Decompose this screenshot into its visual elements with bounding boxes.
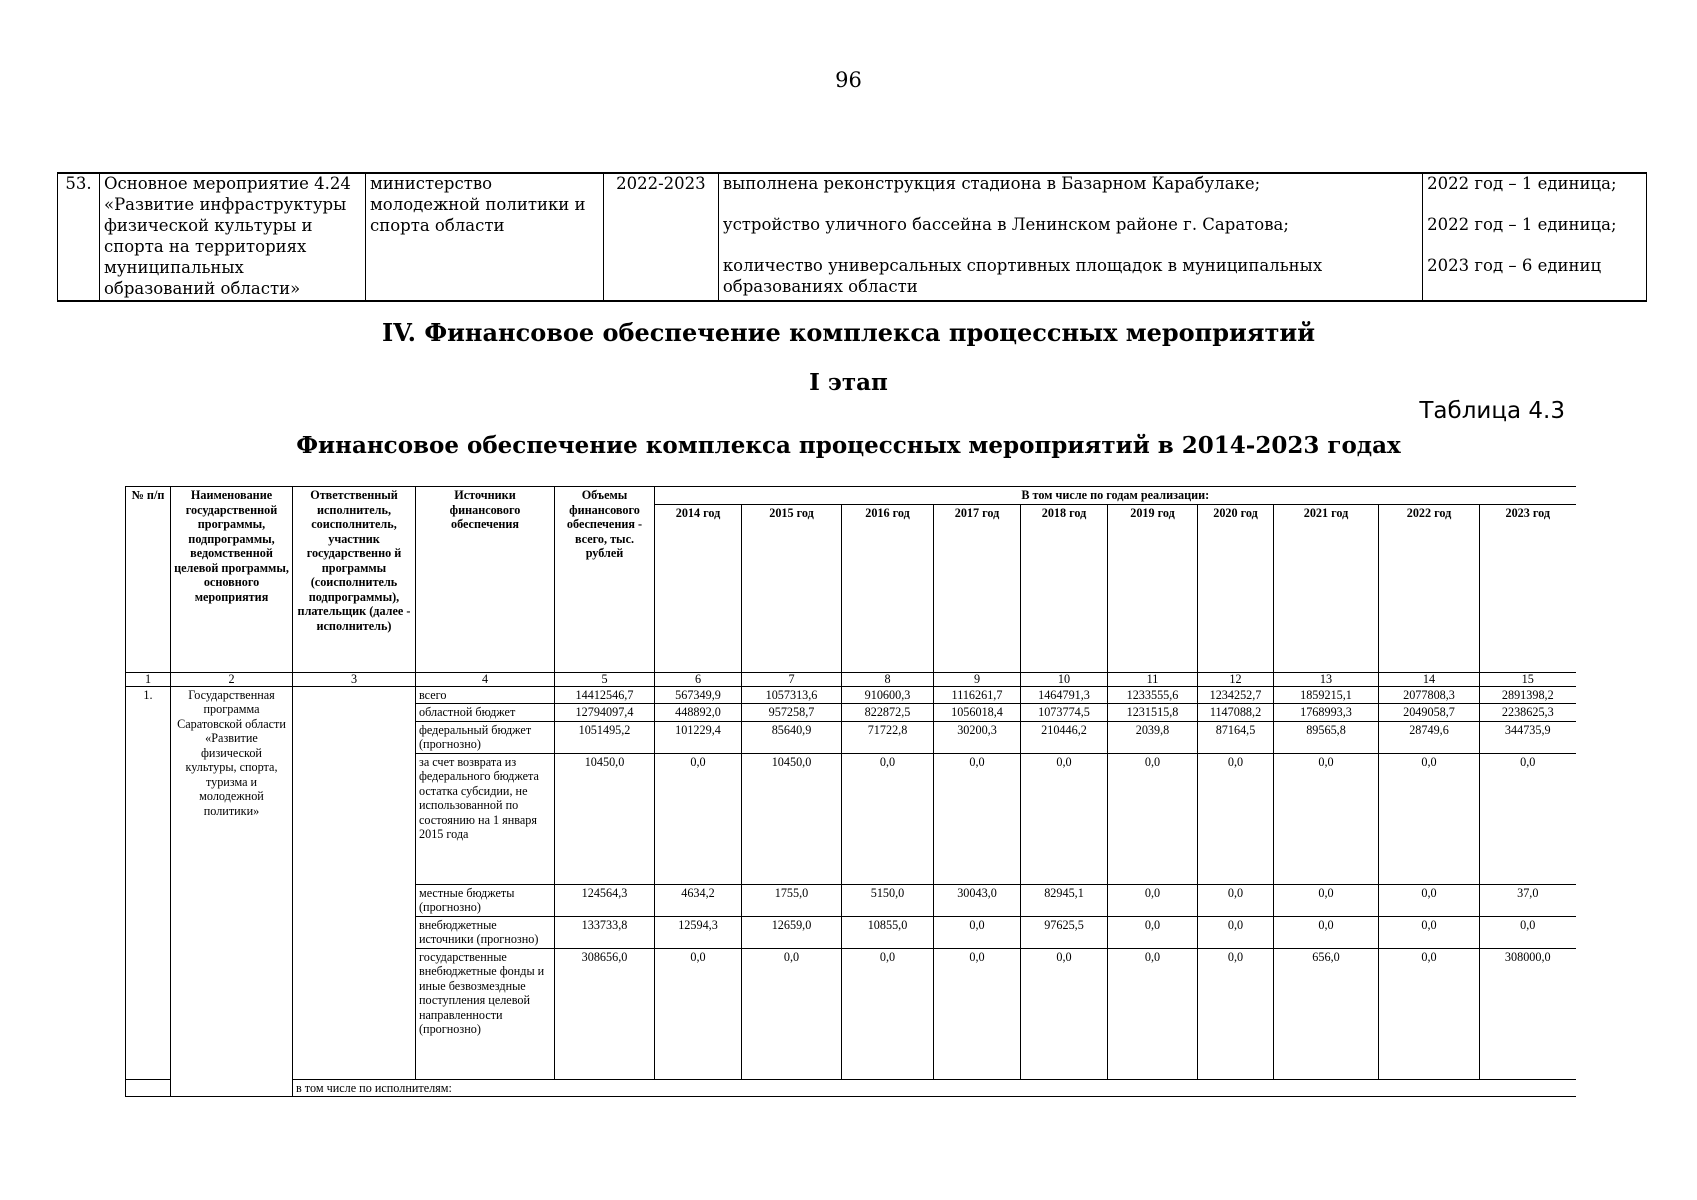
total-cell: 133733,8 [555,916,655,948]
source-cell: всего [416,686,555,704]
value-cell: 0,0 [1274,753,1379,884]
header-year: 2022 год [1379,504,1480,672]
value-cell: 0,0 [934,948,1021,1079]
value-cell: 0,0 [934,753,1021,884]
value-cell: 4634,2 [655,884,742,916]
header-year: 2023 год [1480,504,1576,672]
value-cell: 567349,9 [655,686,742,704]
row-number-empty [126,1079,171,1097]
header-year: 2016 год [842,504,934,672]
header-year: 2020 год [1198,504,1274,672]
value-cell: 0,0 [1480,753,1576,884]
column-number: 2 [171,672,293,686]
period: 2022-2023 [603,173,718,301]
value-cell: 2238625,3 [1480,704,1576,722]
value-cell: 1233555,6 [1108,686,1198,704]
program-executor [293,686,416,1079]
header-year: 2014 год [655,504,742,672]
value-cell: 0,0 [1108,884,1198,916]
value-cell: 0,0 [1108,916,1198,948]
total-cell: 1051495,2 [555,721,655,753]
column-number: 8 [842,672,934,686]
header-year: 2019 год [1108,504,1198,672]
value-cell: 10855,0 [842,916,934,948]
value-cell: 0,0 [1198,948,1274,1079]
total-cell: 308656,0 [555,948,655,1079]
value-cell: 0,0 [842,753,934,884]
row-number: 53. [58,173,100,301]
value-cell: 82945,1 [1021,884,1108,916]
value-cell: 0,0 [1198,916,1274,948]
value-cell: 89565,8 [1274,721,1379,753]
value-cell: 2891398,2 [1480,686,1576,704]
total-cell: 12794097,4 [555,704,655,722]
column-number: 11 [1108,672,1198,686]
table-row [58,173,1647,301]
table-title: Финансовое обеспечение комплекса процессных мероприятий в 2014-2023 годах [296,432,1401,459]
value-cell: 1073774,5 [1021,704,1108,722]
value-cell: 0,0 [655,948,742,1079]
value-cell: 0,0 [742,948,842,1079]
column-number: 12 [1198,672,1274,686]
header-year: 2017 год [934,504,1021,672]
header-year: 2018 год [1021,504,1108,672]
value-cell: 0,0 [934,916,1021,948]
total-cell: 124564,3 [555,884,655,916]
value-cell: 1859215,1 [1274,686,1379,704]
value-cell: 12659,0 [742,916,842,948]
column-number: 14 [1379,672,1480,686]
value-cell: 0,0 [1274,916,1379,948]
column-number: 1 [126,672,171,686]
column-number: 7 [742,672,842,686]
column-number: 9 [934,672,1021,686]
value-cell: 656,0 [1274,948,1379,1079]
value-cell: 822872,5 [842,704,934,722]
value-cell: 0,0 [842,948,934,1079]
value-cell: 1464791,3 [1021,686,1108,704]
value-cell: 28749,6 [1379,721,1480,753]
value-cell: 97625,5 [1021,916,1108,948]
header-num: № п/п [126,487,171,673]
value-cell: 85640,9 [742,721,842,753]
value-cell: 308000,0 [1480,948,1576,1079]
value-cell: 1755,0 [742,884,842,916]
value-cell: 0,0 [655,753,742,884]
column-numbers-row [126,672,1576,686]
value-cell: 1147088,2 [1198,704,1274,722]
value-cell: 1768993,3 [1274,704,1379,722]
value-cell: 1231515,8 [1108,704,1198,722]
stage-title: I этап [809,369,888,396]
header-year: 2021 год [1274,504,1379,672]
column-number: 4 [416,672,555,686]
source-cell: внебюджетные источники (прогнозно) [416,916,555,948]
value-cell: 87164,5 [1198,721,1274,753]
column-number: 5 [555,672,655,686]
total-cell: 10450,0 [555,753,655,884]
value-cell: 0,0 [1274,884,1379,916]
column-number: 15 [1480,672,1576,686]
source-cell: государственные внебюджетные фонды и иные безвозмездные поступления целевой направленности (прогнозно) [416,948,555,1079]
source-cell: областной бюджет [416,704,555,722]
value-cell: 30200,3 [934,721,1021,753]
results: выполнена реконструкция стадиона в Базарном Карабулаке; устройство уличного бассейна в Ленинском районе г. Саратова; количество универсальных спортивных площадок в муниципальных образованиях области [718,173,1422,301]
value-cell: 0,0 [1021,753,1108,884]
value-cell: 101229,4 [655,721,742,753]
total-cell: 14412546,7 [555,686,655,704]
row-number: 1. [126,686,171,1079]
value-cell: 30043,0 [934,884,1021,916]
table-row [126,1079,1576,1097]
program-name: Государственная программа Саратовской области «Развитие физической культуры, спорта, туризма и молодежной политики» [171,686,293,1097]
value-cell: 12594,3 [655,916,742,948]
header-source: Источники финансового обеспечения [416,487,555,673]
value-cell: 0,0 [1379,948,1480,1079]
column-number: 13 [1274,672,1379,686]
table-row [126,686,1576,704]
value-cell: 957258,7 [742,704,842,722]
value-cell: 210446,2 [1021,721,1108,753]
value-cell: 2049058,7 [1379,704,1480,722]
by-executors-label: в том числе по исполнителям: [293,1079,1576,1097]
value-cell: 0,0 [1379,916,1480,948]
source-cell: местные бюджеты (прогнозно) [416,884,555,916]
event-name: Основное мероприятие 4.24 «Развитие инфраструктуры физической культуры и спорта на территориях муниципальных образований области» [99,173,365,301]
header-year: 2015 год [742,504,842,672]
results-table [57,172,1647,302]
column-number: 10 [1021,672,1108,686]
value-cell: 1056018,4 [934,704,1021,722]
value-cell: 448892,0 [655,704,742,722]
header-total: Объемы финансового обеспечения - всего, тыс. рублей [555,487,655,673]
column-number: 3 [293,672,416,686]
value-cell: 2039,8 [1108,721,1198,753]
value-cell: 344735,9 [1480,721,1576,753]
value-cell: 0,0 [1480,916,1576,948]
value-cell: 0,0 [1379,884,1480,916]
table-label: Таблица 4.3 [1419,398,1565,424]
header-name: Наименование государственной программы, подпрограммы, ведомственной целевой программы, основного мероприятия [171,487,293,673]
table-header-row [126,487,1576,505]
target-values: 2022 год – 1 единица; 2022 год – 1 единица; 2023 год – 6 единиц [1423,173,1647,301]
financing-table [125,486,1576,1097]
column-number: 6 [655,672,742,686]
header-executor: Ответственный исполнитель, соисполнитель, участник государственно й программы (соисполнитель подпрограммы), плательщик (далее - исполнитель) [293,487,416,673]
value-cell: 0,0 [1198,753,1274,884]
value-cell: 0,0 [1108,948,1198,1079]
value-cell: 910600,3 [842,686,934,704]
source-cell: за счет возврата из федерального бюджета остатка субсидии, не использованной по состоянию на 1 января 2015 года [416,753,555,884]
page-number: 96 [835,68,862,92]
value-cell: 0,0 [1021,948,1108,1079]
value-cell: 10450,0 [742,753,842,884]
value-cell: 37,0 [1480,884,1576,916]
section-title: IV. Финансовое обеспечение комплекса процессных мероприятий [381,318,1316,347]
value-cell: 71722,8 [842,721,934,753]
value-cell: 1234252,7 [1198,686,1274,704]
executor: министерство молодежной политики и спорта области [365,173,603,301]
value-cell: 1057313,6 [742,686,842,704]
value-cell: 5150,0 [842,884,934,916]
header-years-group: В том числе по годам реализации: [655,487,1576,505]
value-cell: 0,0 [1379,753,1480,884]
value-cell: 1116261,7 [934,686,1021,704]
value-cell: 0,0 [1198,884,1274,916]
source-cell: федеральный бюджет (прогнозно) [416,721,555,753]
value-cell: 2077808,3 [1379,686,1480,704]
value-cell: 0,0 [1108,753,1198,884]
